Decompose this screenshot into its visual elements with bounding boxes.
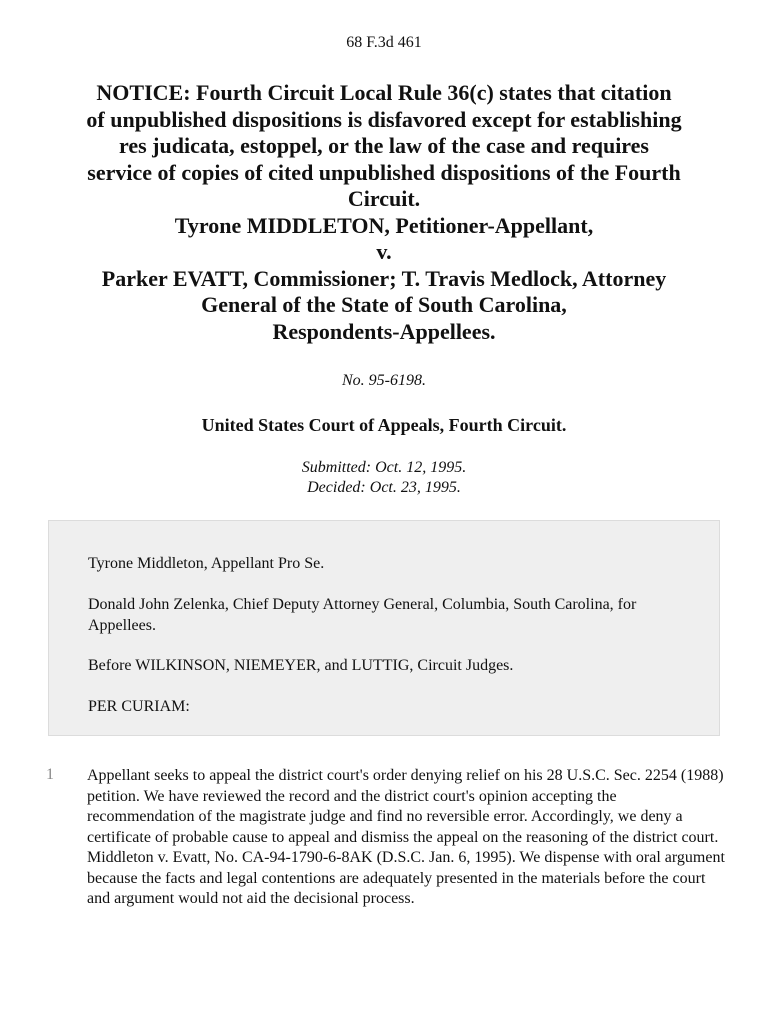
notice-line: service of copies of cited unpublished dispositions of the Fourth bbox=[87, 159, 681, 185]
docket-number: No. 95-6198. bbox=[342, 372, 426, 389]
notice-line: Circuit. bbox=[347, 186, 421, 211]
versus-line: v. bbox=[376, 239, 392, 264]
respondents-line: Parker EVATT, Commissioner; T. Travis Medlock, Attorney bbox=[101, 265, 667, 291]
notice-line: of unpublished dispositions is disfavored except for establishing bbox=[86, 106, 682, 132]
petitioner-line: Tyrone MIDDLETON, Petitioner-Appellant, bbox=[174, 212, 594, 238]
appellant-counsel: Tyrone Middleton, Appellant Pro Se. bbox=[88, 555, 325, 572]
counsel-box bbox=[48, 520, 720, 736]
case-citation: 68 F.3d 461 bbox=[346, 34, 422, 51]
paragraph-number: 1 bbox=[46, 766, 54, 783]
per-curiam: PER CURIAM: bbox=[88, 698, 190, 715]
respondents-line: General of the State of South Carolina, bbox=[201, 292, 567, 317]
court-name: United States Court of Appeals, Fourth Circuit. bbox=[201, 415, 567, 435]
respondents-line: Respondents-Appellees. bbox=[272, 318, 496, 344]
case-caption bbox=[30, 80, 738, 345]
appellees-counsel: Donald John Zelenka, Chief Deputy Attorney General, Columbia, South Carolina, for Appellees. bbox=[88, 596, 637, 634]
notice-line: res judicata, estoppel, or the law of the case and requires bbox=[118, 133, 649, 158]
judges-panel: Before WILKINSON, NIEMEYER, and LUTTIG, Circuit Judges. bbox=[88, 657, 514, 674]
case-dates bbox=[0, 458, 768, 498]
decided-date: Decided: Oct. 23, 1995. bbox=[307, 479, 461, 496]
notice-line: NOTICE: Fourth Circuit Local Rule 36(c) states that citation bbox=[96, 80, 672, 105]
opinion-paragraph: Appellant seeks to appeal the district court's order denying relief on his 28 U.S.C. Sec. 2254 (1988) petition. We have reviewed the record and the district court's opinion accepting the recommendation of the magistrate judge and find no reversible error. Accordingly, we deny a certificate of probable cause to appeal and dismiss the appeal on the reasoning of the district court. Middleton v. Evatt, No. CA-94-1790-6-8AK (D.S.C. Jan. 6, 1995). We dispense with oral argument because the facts and legal contentions are adequately presented in the materials before the court and argument would not aid the decisional process. bbox=[87, 767, 725, 907]
submitted-date: Submitted: Oct. 12, 1995. bbox=[301, 459, 467, 476]
